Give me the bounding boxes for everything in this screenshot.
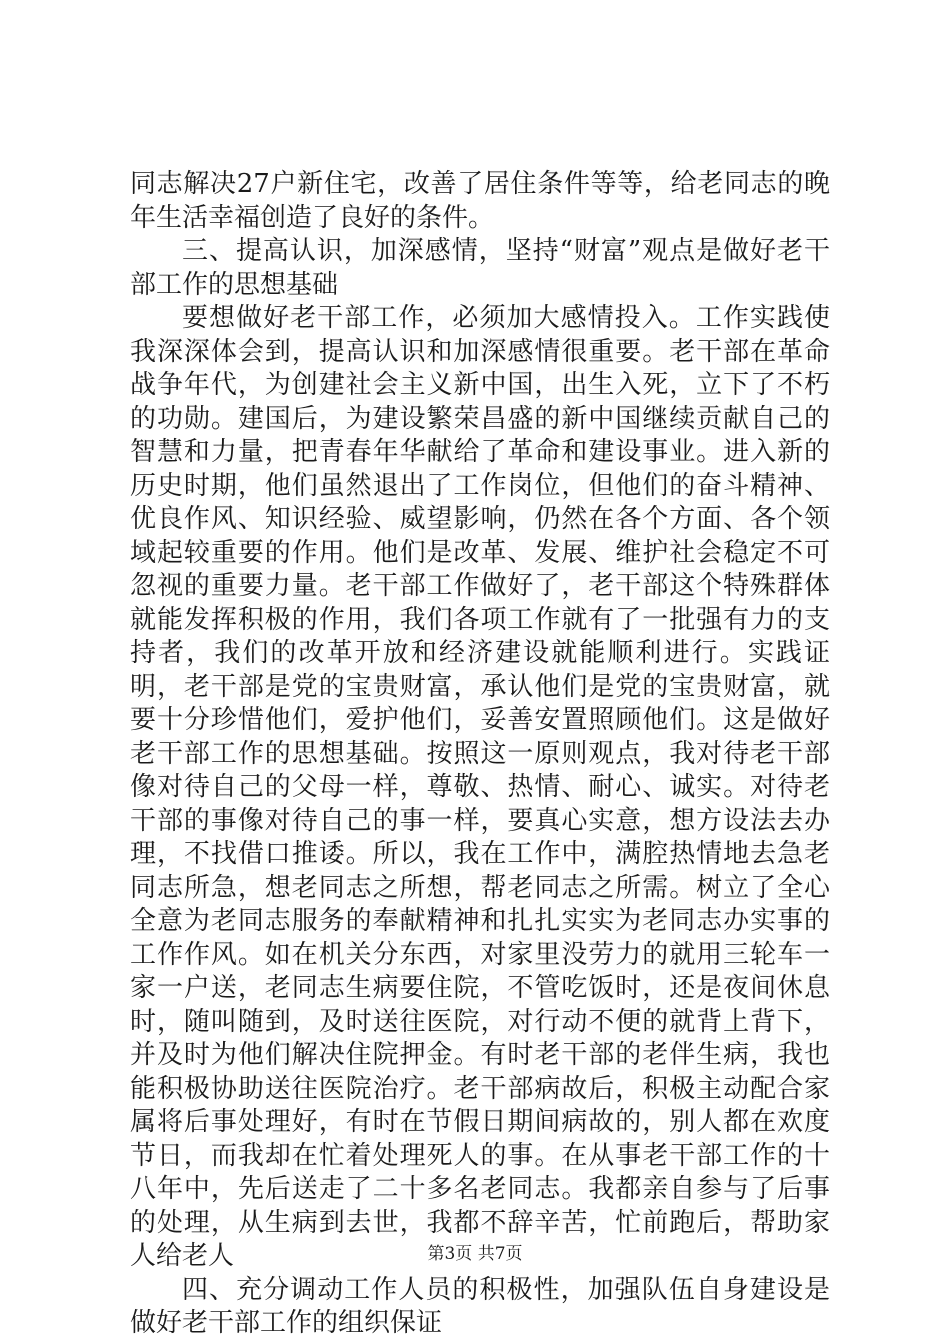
document-body (130, 168, 830, 1341)
section-heading-three: 三、提高认识，加深感情，坚持“财富”观点是做好老干部工作的思想基础 (130, 236, 830, 300)
page-number: 第3页 共7页 (427, 1244, 523, 1264)
paragraph-continuation: 同志解决27户新住宅，改善了居住条件等等，给老同志的晚年生活幸福创造了良好的条件。 (130, 169, 830, 233)
section-heading-four: 四、充分调动工作人员的积极性，加强队伍自身建设是做好老干部工作的组织保证 (130, 1274, 830, 1338)
paragraph-body: 要想做好老干部工作，必须加大感情投入。工作实践使我深深体会到，提高认识和加深感情很重要。老干部在革命战争年代，为创建社会主义新中国，出生入死，立下了不朽的功勋。建国后，为建设繁荣昌盛的新中国继续贡献自己的智慧和力量，把青春年华献给了革命和建设事业。进入新的历史时期，他们虽然退出了工作岗位，但他们的奋斗精神、优良作风、知识经验、威望影响，仍然在各个方面、各个领域起较重要的作用。他们是改革、发展、维护社会稳定不可忽视的重要力量。老干部工作做好了，老干部这个特殊群体就能发挥积极的作用，我们各项工作就有了一批强有力的支持者，我们的改革开放和经济建设就能顺利进行。实践证明，老干部是党的宝贵财富，承认他们是党的宝贵财富，就要十分珍惜他们，爱护他们，妥善安置照顾他们。这是做好老干部工作的思想基础。按照这一原则观点，我对待老干部像对待自己的父母一样，尊敬、热情、耐心、诚实。对待老干部的事像对待自己的事一样，要真心实意，想方设法去办理，不找借口推诿。所以，我在工作中，满腔热情地去急老同志所急，想老同志之所想，帮老同志之所需。树立了全心全意为老同志服务的奉献精神和扎扎实实为老同志办实事的工作作风。如在机关分东西，对家里没劳力的就用三轮车一家一户送，老同志生病要住院，不管吃饭时，还是夜间休息时，随叫随到，及时送往医院，对行动不便的就背上背下，并及时为他们解决住院押金。有时老干部的老伴生病，我也能积极协助送往医院治疗。老干部病故后，积极主动配合家属将后事处理好，有时在节假日期间病故的，别人都在欢度节日，而我却在忙着处理死人的事。在从事老干部工作的十八年中，先后送走了二十多名老同志。我都亲自参与了后事的处理，从生病到去世，我都不辞辛苦，忙前跑后，帮助家人给老人 (130, 303, 830, 1271)
page-footer (0, 1242, 950, 1266)
